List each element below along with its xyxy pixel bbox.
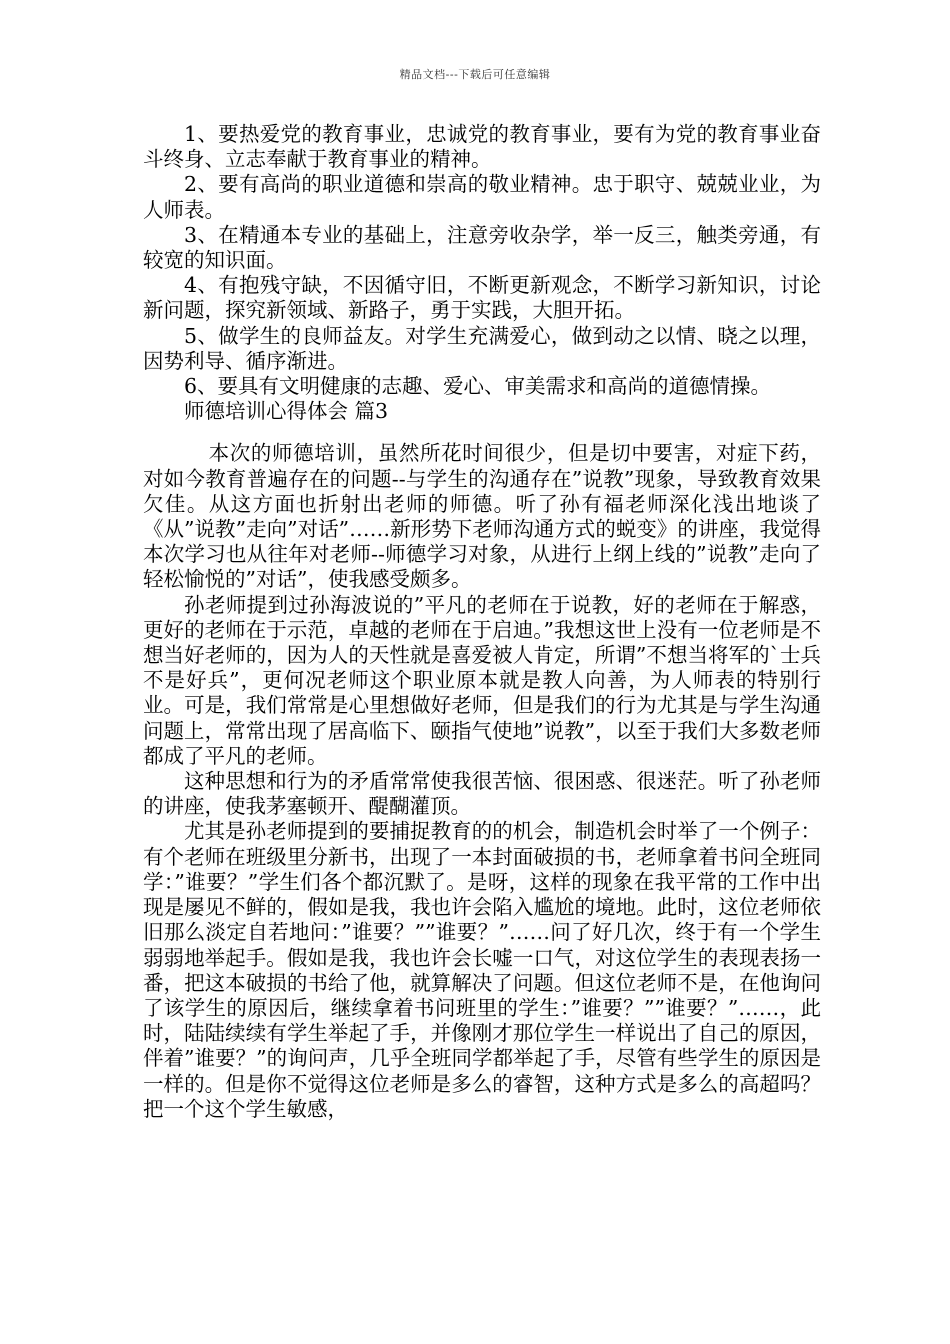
body-paragraph-2: 孙老师提到过孙海波说的”平凡的老师在于说教，好的老师在于解惑，更好的老师在于示范，卓越的老师在于启迪。”我想这世上没有一位老师是不想当好老师的，因为人的天性就是喜爱被人肯定，所谓”不想当将军的`士兵不是好兵”，更何况老师这个职业原本就是教人向善，为人师表的特别行业。可是，我们常常是心里想做好老师，但是我们的行为尤其是与学生沟通问题上，常常出现了居高临下、颐指气使地”说教”，以至于我们大多数老师都成了平凡的老师。	[143, 592, 821, 768]
page-header: 精品文档---下载后可任意编辑	[399, 68, 551, 81]
paragraph-6: 6、要具有文明健康的志趣、爱心、审美需求和高尚的道德情操。	[184, 374, 772, 399]
paragraph-3: 3、在精通本专业的基础上，注意旁收杂学，举一反三，触类旁通，有较宽的知识面。	[143, 222, 821, 273]
section-title: 师德培训心得体会 篇3	[184, 399, 389, 424]
paragraph-2: 2、要有高尚的职业道德和崇高的敬业精神。忠于职守、兢兢业业，为人师表。	[143, 172, 821, 222]
body-paragraph-1: 本次的师德培训，虽然所花时间很少，但是切中要害，对症下药，对如今教育普遍存在的问题--与学生的沟通存在”说教”现象，导致教育效果欠佳。从这方面也折射出老师的师德。听了孙有福老师深化浅出地谈了《从”说教”走向”对话”……新形势下老师沟通方式的蜕变》的讲座，我觉得本次学习也从往年对老师--师德学习对象，从进行上纲上线的”说教”走向了轻松愉悦的”对话”，使我感受颇多。	[143, 441, 821, 592]
body-paragraph-4: 尤其是孙老师提到的要捕捉教育的的机会，制造机会时举了一个例子：有个老师在班级里分新书，出现了一本封面破损的书，老师拿着书问全班同学：”谁要？”学生们各个都沉默了。是呀，这样的现象在我平常的工作中出现是屡见不鲜的，假如是我，我也许会陷入尴尬的境地。此时，这位老师依旧那么淡定自若地问：”谁要？””谁要？”……问了好几次，终于有一个学生弱弱地举起手。假如是我，我也许会长嘘一口气，对这位学生的表现表扬一番，把这本破损的书给了他，就算解决了问题。但这位老师不是，在他询问了该学生的原因后，继续拿着书问班里的学生：”谁要？””谁要？”……，此时，陆陆续续有学生举起了手，并像刚才那位学生一样说出了自己的原因，伴着”谁要？”的询问声，几乎全班同学都举起了手，尽管有些学生的原因是一样的。但是你不觉得这位老师是多么的睿智，这种方式是多么的高超吗？把一个这个学生敏感，	[143, 819, 821, 1121]
document-body	[143, 122, 821, 1122]
paragraph-4: 4、有抱残守缺，不因循守旧，不断更新观念，不断学习新知识，讨论新问题，探究新领域、新路子，勇于实践，大胆开拓。	[143, 273, 821, 323]
paragraph-5: 5、做学生的良师益友。对学生充满爱心，做到动之以情、晓之以理，因势利导、循序渐进。	[143, 323, 821, 373]
body-paragraph-3: 这种思想和行为的矛盾常常使我很苦恼、很困惑、很迷茫。听了孙老师的讲座，使我茅塞顿开、醍醐灌顶。	[143, 769, 821, 819]
paragraph-1: 1、要热爱党的教育事业，忠诚党的教育事业，要有为党的教育事业奋斗终身、立志奉献于教育事业的精神。	[143, 122, 821, 172]
